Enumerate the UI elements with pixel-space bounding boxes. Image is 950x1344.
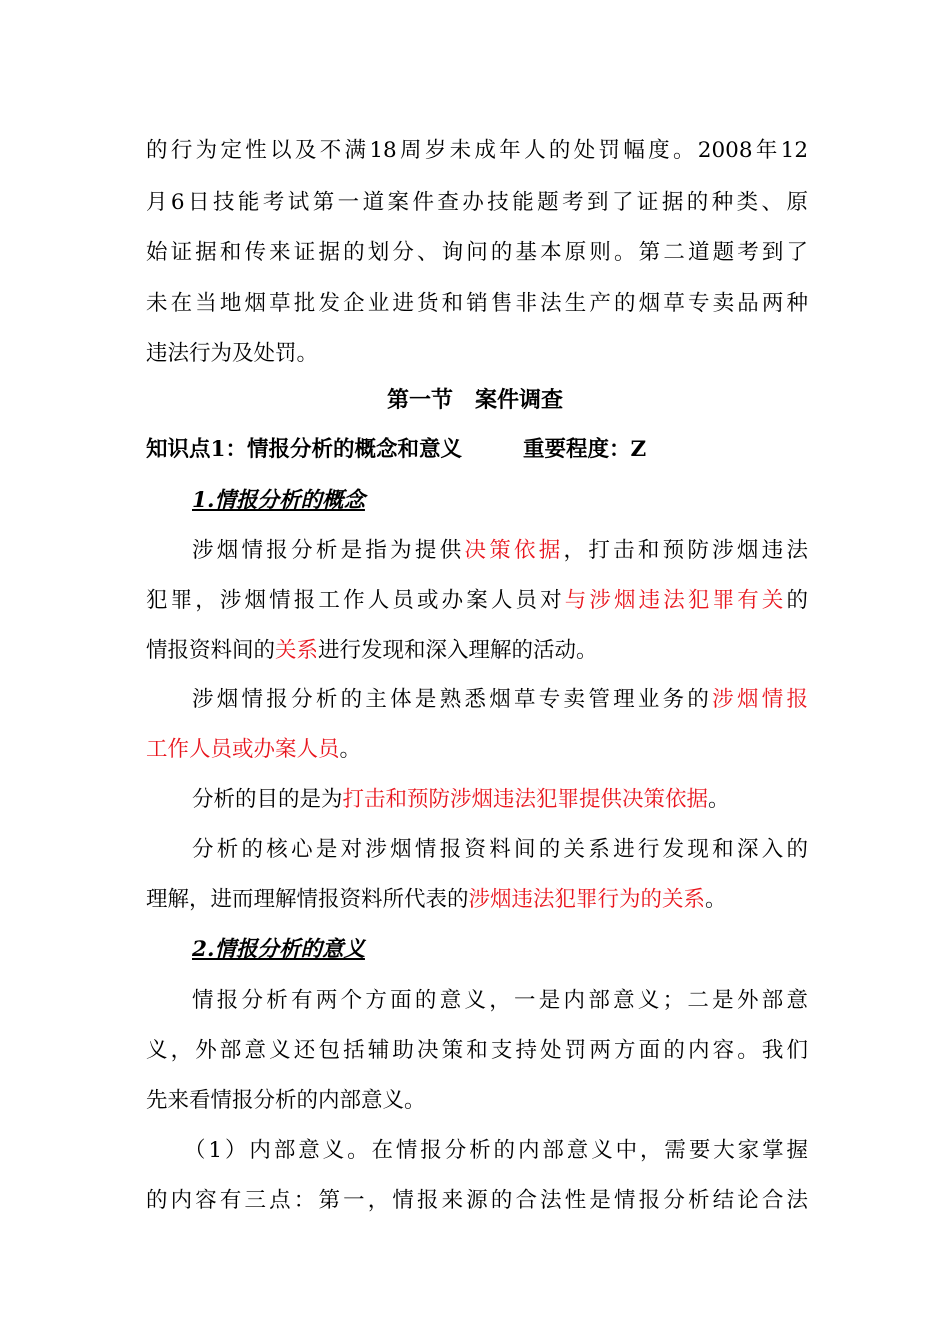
intro-line-3: 始证据和传来证据的划分、询问的基本原则。第二道题考到了 [146, 240, 808, 265]
importance-label: 重要程度：Z [522, 437, 647, 462]
highlight-text: 与涉烟违法犯罪有关 [564, 588, 787, 613]
section-title: 第一节 案件调查 [386, 387, 563, 413]
intro-line-2: 月6日技能考试第一道案件查办技能题考到了证据的种类、原 [146, 190, 808, 215]
p6-line-2: 的内容有三点：第一，情报来源的合法性是情报分析结论合法 [146, 1188, 808, 1213]
p5-line-2: 义，外部意义还包括辅助决策和支持处罚两方面的内容。我们 [146, 1038, 808, 1063]
p6-line-1: （1）内部意义。在情报分析的内部意义中，需要大家掌握 [184, 1138, 808, 1163]
highlight-text: 决策依据 [464, 538, 564, 563]
p5-line-1: 情报分析有两个方面的意义，一是内部意义；二是外部意 [192, 988, 808, 1013]
highlight-text: 工作人员或办案人员 [146, 737, 340, 762]
intro-line-5: 违法行为及处罚。 [146, 341, 319, 366]
highlight-text: 涉烟情报 [712, 687, 808, 712]
highlight-text: 关系 [275, 638, 319, 663]
p4-line-1: 分析的核心是对涉烟情报资料间的关系进行发现和深入的 [192, 837, 808, 862]
intro-line-1: 的行为定性以及不满18周岁未成年人的处罚幅度。2008年12 [146, 138, 808, 163]
knowledge-point-heading [146, 436, 808, 464]
p2-line-2: 工作人员或办案人员。 [146, 737, 362, 762]
highlight-text: 打击和预防涉烟违法犯罪提供决策依据 [342, 787, 709, 812]
p5-line-3: 先来看情报分析的内部意义。 [146, 1088, 426, 1113]
p1-line-2: 犯罪，涉烟情报工作人员或办案人员对与涉烟违法犯罪有关的 [146, 588, 808, 613]
p4-line-2: 理解，进而理解情报资料所代表的涉烟违法犯罪行为的关系。 [146, 887, 727, 912]
subheading-significance: 2.情报分析的意义 [192, 937, 365, 962]
p1-line-3: 情报资料间的关系进行发现和深入理解的活动。 [146, 638, 598, 663]
intro-line-4: 未在当地烟草批发企业进货和销售非法生产的烟草专卖品两种 [146, 291, 808, 316]
highlight-text: 涉烟违法犯罪行为的关系 [468, 887, 706, 912]
p3-line-1: 分析的目的是为打击和预防涉烟违法犯罪提供决策依据。 [192, 787, 730, 812]
p2-line-1: 涉烟情报分析的主体是熟悉烟草专卖管理业务的涉烟情报 [192, 687, 808, 712]
knowledge-point-label: 知识点1：情报分析的概念和意义 [146, 437, 462, 462]
subheading-concept: 1.情报分析的概念 [192, 488, 365, 513]
p1-line-1: 涉烟情报分析是指为提供决策依据，打击和预防涉烟违法 [192, 538, 808, 563]
